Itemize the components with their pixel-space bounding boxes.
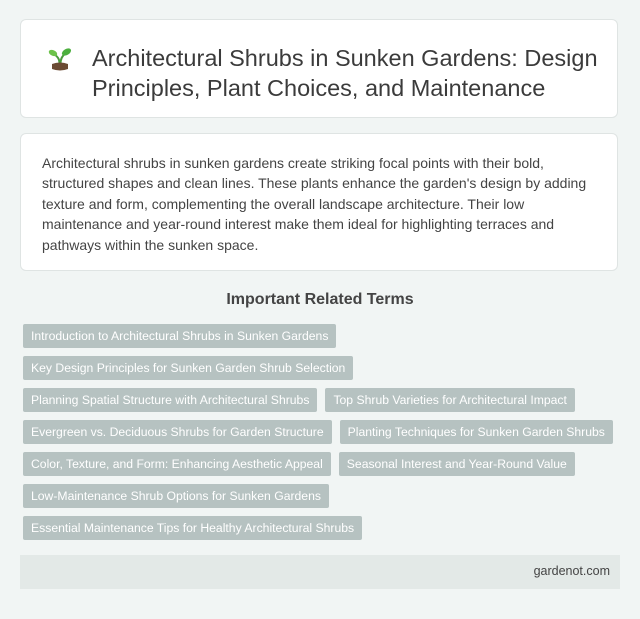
term-tag[interactable]: Top Shrub Varieties for Architectural Impact [325,388,574,412]
intro-paragraph: Architectural shrubs in sunken gardens create striking focal points with their bold, structured shapes and clean lines. These plants enhance the garden's design by adding texture and form, complementing the overall landscape architecture. Their low maintenance and year-round interest make them ideal for highlighting terraces and pathways within the sunken space. [42,155,587,253]
term-tag[interactable]: Low-Maintenance Shrub Options for Sunken Gardens [23,484,329,508]
term-row [23,356,623,380]
term-tag[interactable]: Essential Maintenance Tips for Healthy Architectural Shrubs [23,516,362,540]
term-row [23,516,623,540]
term-row [23,484,623,508]
page-title: Architectural Shrubs in Sunken Gardens: Design Principles, Plant Choices, and Maintenance [92,45,598,101]
term-tag[interactable]: Planning Spatial Structure with Architectural Shrubs [23,388,317,412]
term-tag[interactable]: Introduction to Architectural Shrubs in Sunken Gardens [23,324,336,348]
term-tag[interactable]: Color, Texture, and Form: Enhancing Aesthetic Appeal [23,452,331,476]
term-tag[interactable]: Seasonal Interest and Year-Round Value [339,452,575,476]
term-row [23,452,623,476]
term-tag[interactable]: Evergreen vs. Deciduous Shrubs for Garden Structure [23,420,332,444]
related-terms-list [23,324,623,548]
seedling-icon [47,46,73,72]
term-tag[interactable]: Key Design Principles for Sunken Garden Shrub Selection [23,356,353,380]
term-row [23,420,623,444]
term-tag[interactable]: Planting Techniques for Sunken Garden Shrubs [340,420,613,444]
term-row [23,388,623,412]
header-card [20,19,618,118]
intro-card [20,133,618,271]
related-terms-heading: Important Related Terms [226,291,414,308]
footer [20,555,620,589]
term-row [23,324,623,348]
footer-site-link[interactable]: gardenot.com [533,564,610,578]
